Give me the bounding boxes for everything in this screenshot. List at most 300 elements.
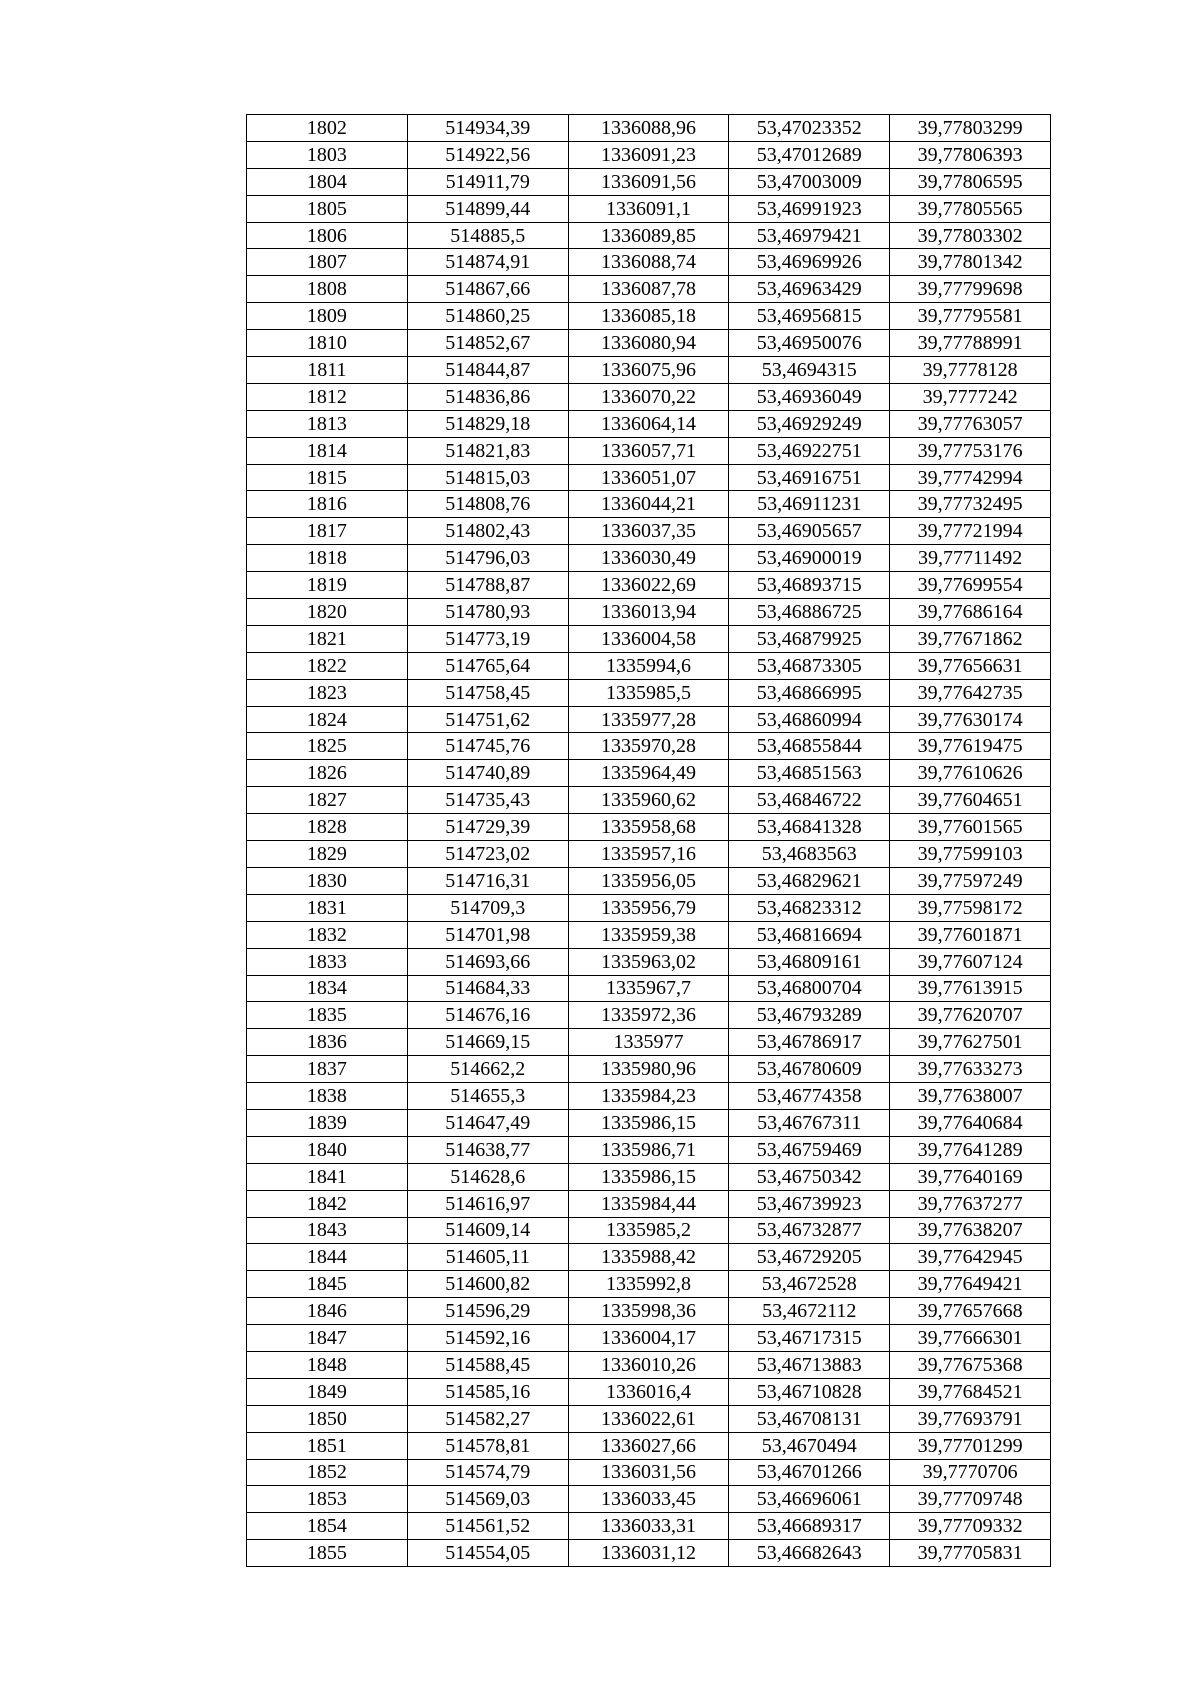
x-coordinate-cell: 514860,25	[407, 303, 568, 330]
point-number-cell: 1832	[247, 921, 408, 948]
x-coordinate-cell: 514616,97	[407, 1190, 568, 1217]
longitude-cell: 39,77656631	[890, 652, 1051, 679]
table-row	[247, 787, 1051, 814]
table-row	[247, 975, 1051, 1002]
latitude-cell: 53,46879925	[729, 625, 890, 652]
table-row	[247, 599, 1051, 626]
y-coordinate-cell: 1335959,38	[568, 921, 729, 948]
x-coordinate-cell: 514758,45	[407, 679, 568, 706]
longitude-cell: 39,77666301	[890, 1325, 1051, 1352]
latitude-cell: 53,46713883	[729, 1351, 890, 1378]
x-coordinate-cell: 514922,56	[407, 141, 568, 168]
y-coordinate-cell: 1336027,66	[568, 1432, 729, 1459]
latitude-cell: 53,46841328	[729, 814, 890, 841]
y-coordinate-cell: 1336091,23	[568, 141, 729, 168]
y-coordinate-cell: 1335960,62	[568, 787, 729, 814]
point-number-cell: 1825	[247, 733, 408, 760]
x-coordinate-cell: 514899,44	[407, 195, 568, 222]
latitude-cell: 53,46829621	[729, 867, 890, 894]
longitude-cell: 39,77732495	[890, 491, 1051, 518]
longitude-cell: 39,77657668	[890, 1298, 1051, 1325]
longitude-cell: 39,77598172	[890, 894, 1051, 921]
latitude-cell: 53,46886725	[729, 599, 890, 626]
x-coordinate-cell: 514796,03	[407, 545, 568, 572]
y-coordinate-cell: 1336064,14	[568, 410, 729, 437]
latitude-cell: 53,46905657	[729, 518, 890, 545]
table-row	[247, 115, 1051, 142]
table-row	[247, 1244, 1051, 1271]
point-number-cell: 1827	[247, 787, 408, 814]
table-row	[247, 1271, 1051, 1298]
point-number-cell: 1804	[247, 168, 408, 195]
latitude-cell: 53,46729205	[729, 1244, 890, 1271]
x-coordinate-cell: 514852,67	[407, 330, 568, 357]
y-coordinate-cell: 1335986,71	[568, 1136, 729, 1163]
point-number-cell: 1835	[247, 1002, 408, 1029]
y-coordinate-cell: 1336037,35	[568, 518, 729, 545]
x-coordinate-cell: 514605,11	[407, 1244, 568, 1271]
x-coordinate-cell: 514802,43	[407, 518, 568, 545]
x-coordinate-cell: 514676,16	[407, 1002, 568, 1029]
point-number-cell: 1824	[247, 706, 408, 733]
x-coordinate-cell: 514867,66	[407, 276, 568, 303]
longitude-cell: 39,77803299	[890, 115, 1051, 142]
point-number-cell: 1845	[247, 1271, 408, 1298]
table-row	[247, 1002, 1051, 1029]
y-coordinate-cell: 1335985,2	[568, 1217, 729, 1244]
latitude-cell: 53,46922751	[729, 437, 890, 464]
longitude-cell: 39,7770706	[890, 1459, 1051, 1486]
latitude-cell: 53,46793289	[729, 1002, 890, 1029]
point-number-cell: 1838	[247, 1083, 408, 1110]
point-number-cell: 1828	[247, 814, 408, 841]
latitude-cell: 53,46732877	[729, 1217, 890, 1244]
longitude-cell: 39,77641289	[890, 1136, 1051, 1163]
table-row	[247, 491, 1051, 518]
longitude-cell: 39,77686164	[890, 599, 1051, 626]
y-coordinate-cell: 1335980,96	[568, 1056, 729, 1083]
latitude-cell: 53,4672112	[729, 1298, 890, 1325]
point-number-cell: 1820	[247, 599, 408, 626]
point-number-cell: 1843	[247, 1217, 408, 1244]
longitude-cell: 39,77671862	[890, 625, 1051, 652]
point-number-cell: 1833	[247, 948, 408, 975]
y-coordinate-cell: 1336033,31	[568, 1513, 729, 1540]
x-coordinate-cell: 514836,86	[407, 383, 568, 410]
x-coordinate-cell: 514609,14	[407, 1217, 568, 1244]
table-row	[247, 1217, 1051, 1244]
table-row	[247, 1029, 1051, 1056]
latitude-cell: 53,46855844	[729, 733, 890, 760]
point-number-cell: 1821	[247, 625, 408, 652]
point-number-cell: 1815	[247, 464, 408, 491]
y-coordinate-cell: 1336088,96	[568, 115, 729, 142]
latitude-cell: 53,46851563	[729, 760, 890, 787]
latitude-cell: 53,46963429	[729, 276, 890, 303]
table-row	[247, 1540, 1051, 1567]
y-coordinate-cell: 1335984,44	[568, 1190, 729, 1217]
x-coordinate-cell: 514911,79	[407, 168, 568, 195]
x-coordinate-cell: 514554,05	[407, 1540, 568, 1567]
table-row	[247, 814, 1051, 841]
longitude-cell: 39,77601565	[890, 814, 1051, 841]
table-row	[247, 652, 1051, 679]
y-coordinate-cell: 1335992,8	[568, 1271, 729, 1298]
longitude-cell: 39,77801342	[890, 249, 1051, 276]
table-row	[247, 760, 1051, 787]
table-row	[247, 1136, 1051, 1163]
longitude-cell: 39,77640684	[890, 1109, 1051, 1136]
x-coordinate-cell: 514874,91	[407, 249, 568, 276]
x-coordinate-cell: 514647,49	[407, 1109, 568, 1136]
point-number-cell: 1850	[247, 1405, 408, 1432]
y-coordinate-cell: 1335970,28	[568, 733, 729, 760]
latitude-cell: 53,46816694	[729, 921, 890, 948]
y-coordinate-cell: 1335972,36	[568, 1002, 729, 1029]
y-coordinate-cell: 1335956,05	[568, 867, 729, 894]
table-row	[247, 330, 1051, 357]
point-number-cell: 1817	[247, 518, 408, 545]
point-number-cell: 1855	[247, 1540, 408, 1567]
point-number-cell: 1813	[247, 410, 408, 437]
longitude-cell: 39,77788991	[890, 330, 1051, 357]
x-coordinate-cell: 514808,76	[407, 491, 568, 518]
table-row	[247, 383, 1051, 410]
longitude-cell: 39,77604651	[890, 787, 1051, 814]
table-row	[247, 249, 1051, 276]
y-coordinate-cell: 1335956,79	[568, 894, 729, 921]
latitude-cell: 53,46866995	[729, 679, 890, 706]
point-number-cell: 1849	[247, 1378, 408, 1405]
longitude-cell: 39,77709332	[890, 1513, 1051, 1540]
latitude-cell: 53,47003009	[729, 168, 890, 195]
point-number-cell: 1816	[247, 491, 408, 518]
latitude-cell: 53,46916751	[729, 464, 890, 491]
table-row	[247, 679, 1051, 706]
x-coordinate-cell: 514578,81	[407, 1432, 568, 1459]
coordinates-table-body	[247, 115, 1051, 1567]
x-coordinate-cell: 514751,62	[407, 706, 568, 733]
longitude-cell: 39,77642735	[890, 679, 1051, 706]
longitude-cell: 39,7777242	[890, 383, 1051, 410]
point-number-cell: 1829	[247, 841, 408, 868]
x-coordinate-cell: 514740,89	[407, 760, 568, 787]
y-coordinate-cell: 1336031,12	[568, 1540, 729, 1567]
y-coordinate-cell: 1335985,5	[568, 679, 729, 706]
point-number-cell: 1805	[247, 195, 408, 222]
x-coordinate-cell: 514829,18	[407, 410, 568, 437]
point-number-cell: 1811	[247, 357, 408, 384]
longitude-cell: 39,77630174	[890, 706, 1051, 733]
longitude-cell: 39,77693791	[890, 1405, 1051, 1432]
latitude-cell: 53,46936049	[729, 383, 890, 410]
x-coordinate-cell: 514723,02	[407, 841, 568, 868]
y-coordinate-cell: 1336057,71	[568, 437, 729, 464]
latitude-cell: 53,46800704	[729, 975, 890, 1002]
table-row	[247, 1083, 1051, 1110]
y-coordinate-cell: 1335977,28	[568, 706, 729, 733]
table-row	[247, 303, 1051, 330]
x-coordinate-cell: 514596,29	[407, 1298, 568, 1325]
point-number-cell: 1851	[247, 1432, 408, 1459]
point-number-cell: 1847	[247, 1325, 408, 1352]
y-coordinate-cell: 1335963,02	[568, 948, 729, 975]
table-row	[247, 168, 1051, 195]
x-coordinate-cell: 514600,82	[407, 1271, 568, 1298]
longitude-cell: 39,77684521	[890, 1378, 1051, 1405]
y-coordinate-cell: 1335977	[568, 1029, 729, 1056]
y-coordinate-cell: 1336013,94	[568, 599, 729, 626]
point-number-cell: 1818	[247, 545, 408, 572]
longitude-cell: 39,77610626	[890, 760, 1051, 787]
longitude-cell: 39,77795581	[890, 303, 1051, 330]
x-coordinate-cell: 514585,16	[407, 1378, 568, 1405]
longitude-cell: 39,77675368	[890, 1351, 1051, 1378]
y-coordinate-cell: 1336031,56	[568, 1459, 729, 1486]
latitude-cell: 53,46696061	[729, 1486, 890, 1513]
table-row	[247, 1190, 1051, 1217]
longitude-cell: 39,77763057	[890, 410, 1051, 437]
point-number-cell: 1853	[247, 1486, 408, 1513]
table-row	[247, 357, 1051, 384]
coordinates-table	[246, 114, 1051, 1567]
table-row	[247, 410, 1051, 437]
x-coordinate-cell: 514588,45	[407, 1351, 568, 1378]
table-row	[247, 706, 1051, 733]
point-number-cell: 1814	[247, 437, 408, 464]
point-number-cell: 1810	[247, 330, 408, 357]
longitude-cell: 39,77601871	[890, 921, 1051, 948]
longitude-cell: 39,77649421	[890, 1271, 1051, 1298]
y-coordinate-cell: 1336004,58	[568, 625, 729, 652]
latitude-cell: 53,46860994	[729, 706, 890, 733]
latitude-cell: 53,4694315	[729, 357, 890, 384]
latitude-cell: 53,46682643	[729, 1540, 890, 1567]
longitude-cell: 39,77799698	[890, 276, 1051, 303]
point-number-cell: 1834	[247, 975, 408, 1002]
y-coordinate-cell: 1335964,49	[568, 760, 729, 787]
x-coordinate-cell: 514592,16	[407, 1325, 568, 1352]
y-coordinate-cell: 1336085,18	[568, 303, 729, 330]
latitude-cell: 53,4670494	[729, 1432, 890, 1459]
latitude-cell: 53,46701266	[729, 1459, 890, 1486]
longitude-cell: 39,77637277	[890, 1190, 1051, 1217]
table-row	[247, 1163, 1051, 1190]
point-number-cell: 1836	[247, 1029, 408, 1056]
table-row	[247, 1405, 1051, 1432]
longitude-cell: 39,77721994	[890, 518, 1051, 545]
x-coordinate-cell: 514574,79	[407, 1459, 568, 1486]
table-row	[247, 1486, 1051, 1513]
latitude-cell: 53,46846722	[729, 787, 890, 814]
latitude-cell: 53,4672528	[729, 1271, 890, 1298]
table-row	[247, 572, 1051, 599]
y-coordinate-cell: 1336075,96	[568, 357, 729, 384]
y-coordinate-cell: 1336087,78	[568, 276, 729, 303]
table-row	[247, 894, 1051, 921]
point-number-cell: 1806	[247, 222, 408, 249]
x-coordinate-cell: 514669,15	[407, 1029, 568, 1056]
x-coordinate-cell: 514628,6	[407, 1163, 568, 1190]
longitude-cell: 39,77701299	[890, 1432, 1051, 1459]
point-number-cell: 1819	[247, 572, 408, 599]
longitude-cell: 39,77699554	[890, 572, 1051, 599]
x-coordinate-cell: 514716,31	[407, 867, 568, 894]
table-row	[247, 625, 1051, 652]
y-coordinate-cell: 1336088,74	[568, 249, 729, 276]
longitude-cell: 39,77640169	[890, 1163, 1051, 1190]
latitude-cell: 53,46786917	[729, 1029, 890, 1056]
y-coordinate-cell: 1335986,15	[568, 1109, 729, 1136]
table-row	[247, 437, 1051, 464]
y-coordinate-cell: 1336016,4	[568, 1378, 729, 1405]
longitude-cell: 39,77627501	[890, 1029, 1051, 1056]
y-coordinate-cell: 1336022,69	[568, 572, 729, 599]
longitude-cell: 39,77803302	[890, 222, 1051, 249]
point-number-cell: 1846	[247, 1298, 408, 1325]
table-row	[247, 1056, 1051, 1083]
x-coordinate-cell: 514821,83	[407, 437, 568, 464]
y-coordinate-cell: 1335986,15	[568, 1163, 729, 1190]
x-coordinate-cell: 514684,33	[407, 975, 568, 1002]
latitude-cell: 53,47012689	[729, 141, 890, 168]
x-coordinate-cell: 514655,3	[407, 1083, 568, 1110]
longitude-cell: 39,7778128	[890, 357, 1051, 384]
x-coordinate-cell: 514729,39	[407, 814, 568, 841]
latitude-cell: 53,46911231	[729, 491, 890, 518]
point-number-cell: 1844	[247, 1244, 408, 1271]
x-coordinate-cell: 514582,27	[407, 1405, 568, 1432]
y-coordinate-cell: 1335988,42	[568, 1244, 729, 1271]
y-coordinate-cell: 1335984,23	[568, 1083, 729, 1110]
table-row	[247, 1351, 1051, 1378]
y-coordinate-cell: 1336089,85	[568, 222, 729, 249]
longitude-cell: 39,77705831	[890, 1540, 1051, 1567]
y-coordinate-cell: 1336091,1	[568, 195, 729, 222]
y-coordinate-cell: 1335958,68	[568, 814, 729, 841]
longitude-cell: 39,77597249	[890, 867, 1051, 894]
point-number-cell: 1823	[247, 679, 408, 706]
point-number-cell: 1803	[247, 141, 408, 168]
point-number-cell: 1852	[247, 1459, 408, 1486]
latitude-cell: 53,46739923	[729, 1190, 890, 1217]
table-row	[247, 141, 1051, 168]
x-coordinate-cell: 514934,39	[407, 115, 568, 142]
latitude-cell: 53,46767311	[729, 1109, 890, 1136]
table-row	[247, 222, 1051, 249]
latitude-cell: 53,46950076	[729, 330, 890, 357]
point-number-cell: 1848	[247, 1351, 408, 1378]
table-row	[247, 948, 1051, 975]
latitude-cell: 53,46929249	[729, 410, 890, 437]
longitude-cell: 39,77805565	[890, 195, 1051, 222]
point-number-cell: 1831	[247, 894, 408, 921]
x-coordinate-cell: 514662,2	[407, 1056, 568, 1083]
latitude-cell: 53,46710828	[729, 1378, 890, 1405]
table-row	[247, 733, 1051, 760]
point-number-cell: 1802	[247, 115, 408, 142]
x-coordinate-cell: 514569,03	[407, 1486, 568, 1513]
latitude-cell: 53,47023352	[729, 115, 890, 142]
longitude-cell: 39,77742994	[890, 464, 1051, 491]
table-row	[247, 1513, 1051, 1540]
table-row	[247, 1298, 1051, 1325]
point-number-cell: 1807	[247, 249, 408, 276]
table-row	[247, 921, 1051, 948]
longitude-cell: 39,77619475	[890, 733, 1051, 760]
longitude-cell: 39,77613915	[890, 975, 1051, 1002]
point-number-cell: 1841	[247, 1163, 408, 1190]
longitude-cell: 39,77806393	[890, 141, 1051, 168]
longitude-cell: 39,77599103	[890, 841, 1051, 868]
latitude-cell: 53,46708131	[729, 1405, 890, 1432]
longitude-cell: 39,77806595	[890, 168, 1051, 195]
x-coordinate-cell: 514773,19	[407, 625, 568, 652]
table-row	[247, 1459, 1051, 1486]
y-coordinate-cell: 1336022,61	[568, 1405, 729, 1432]
x-coordinate-cell: 514745,76	[407, 733, 568, 760]
y-coordinate-cell: 1336033,45	[568, 1486, 729, 1513]
longitude-cell: 39,77709748	[890, 1486, 1051, 1513]
x-coordinate-cell: 514701,98	[407, 921, 568, 948]
x-coordinate-cell: 514561,52	[407, 1513, 568, 1540]
latitude-cell: 53,4683563	[729, 841, 890, 868]
table-row	[247, 195, 1051, 222]
latitude-cell: 53,46774358	[729, 1083, 890, 1110]
y-coordinate-cell: 1336004,17	[568, 1325, 729, 1352]
longitude-cell: 39,77638207	[890, 1217, 1051, 1244]
x-coordinate-cell: 514735,43	[407, 787, 568, 814]
y-coordinate-cell: 1336080,94	[568, 330, 729, 357]
point-number-cell: 1840	[247, 1136, 408, 1163]
longitude-cell: 39,77620707	[890, 1002, 1051, 1029]
latitude-cell: 53,46717315	[729, 1325, 890, 1352]
point-number-cell: 1839	[247, 1109, 408, 1136]
y-coordinate-cell: 1335994,6	[568, 652, 729, 679]
x-coordinate-cell: 514844,87	[407, 357, 568, 384]
latitude-cell: 53,46823312	[729, 894, 890, 921]
table-row	[247, 841, 1051, 868]
table-row	[247, 464, 1051, 491]
latitude-cell: 53,46979421	[729, 222, 890, 249]
point-number-cell: 1826	[247, 760, 408, 787]
longitude-cell: 39,77642945	[890, 1244, 1051, 1271]
longitude-cell: 39,77711492	[890, 545, 1051, 572]
latitude-cell: 53,46873305	[729, 652, 890, 679]
latitude-cell: 53,46809161	[729, 948, 890, 975]
point-number-cell: 1809	[247, 303, 408, 330]
table-row	[247, 276, 1051, 303]
x-coordinate-cell: 514693,66	[407, 948, 568, 975]
table-row	[247, 518, 1051, 545]
x-coordinate-cell: 514709,3	[407, 894, 568, 921]
latitude-cell: 53,46969926	[729, 249, 890, 276]
y-coordinate-cell: 1335957,16	[568, 841, 729, 868]
y-coordinate-cell: 1336070,22	[568, 383, 729, 410]
longitude-cell: 39,77633273	[890, 1056, 1051, 1083]
point-number-cell: 1837	[247, 1056, 408, 1083]
table-row	[247, 1432, 1051, 1459]
table-row	[247, 1109, 1051, 1136]
latitude-cell: 53,46956815	[729, 303, 890, 330]
point-number-cell: 1808	[247, 276, 408, 303]
y-coordinate-cell: 1335967,7	[568, 975, 729, 1002]
latitude-cell: 53,46759469	[729, 1136, 890, 1163]
point-number-cell: 1830	[247, 867, 408, 894]
latitude-cell: 53,46893715	[729, 572, 890, 599]
longitude-cell: 39,77607124	[890, 948, 1051, 975]
point-number-cell: 1812	[247, 383, 408, 410]
